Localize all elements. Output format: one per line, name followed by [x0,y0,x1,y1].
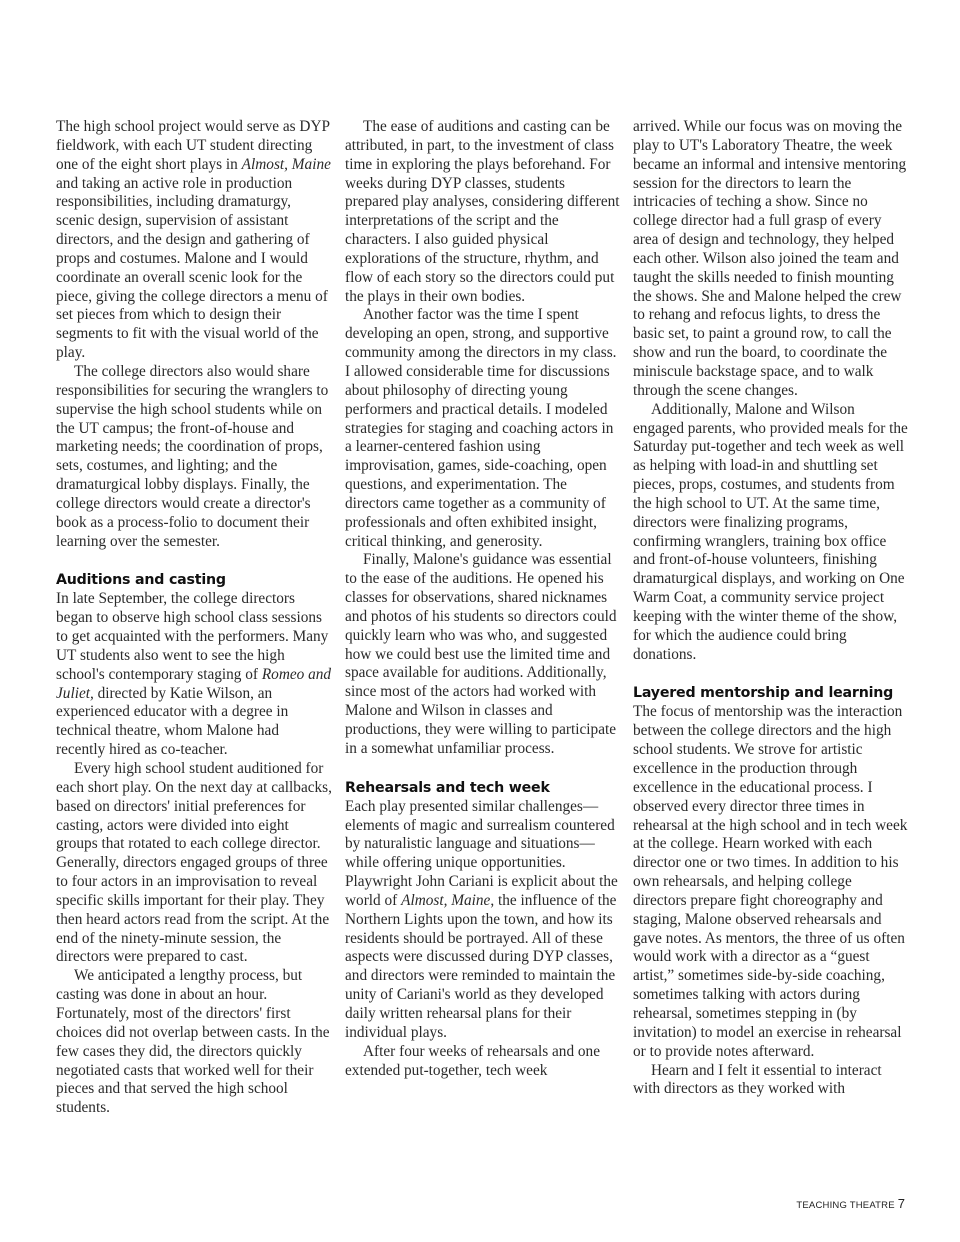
paragraph: We anticipated a lengthy process, but casting was done in about an hour. Fortunately, most of the directors' first choices did not overlap between casts. In the few cases they did, the directors quickly negotiated casts that worked well for their pieces and that served the high school students. [56,967,330,1117]
paragraph: Additionally, Malone and Wilson engaged parents, who provided meals for the Saturday put-together and tech week as well as helping with load-in and shuttling set pieces, props, costumes, and students from the high school to UT. At the same time, directors were finalizing programs, confirming wranglers, training box office and front-of-house volunteers, finishing dramaturgical displays, and working on One Warm Coat, a community service project keeping with the winter theme of the show, for which the audience could bring donations. [633,400,908,663]
section-heading-mentorship: Layered mentorship and learning [633,685,894,702]
paragraph: In late September, the college directors began to observe high school class sessions to get acquainted with the performers. Many UT students also went to see the high school's contemporary staging of Romeo and Juliet, directed by Katie Wilson, an experienced educator with a degree in technical theatre, whom Malone had recently hired as co-teacher. [56,590,332,759]
page-footer [796,1195,905,1213]
column-3 [633,118,908,1099]
paragraph: Hearn and I felt it essential to interact with directors as they worked with [633,1061,882,1098]
paragraph: Finally, Malone's guidance was essential to the ease of the auditions. He opened his classes for observations, shared nicknames and photos of his students so directors could quickly learn who was who, and suggested how we could best use the limited time and space available for auditions. Additionally, since most of the actors had worked with Malone and Wilson in classes and productions, they were willing to participate in a somewhat unfamiliar process. [345,551,617,757]
paragraph: Every high school student auditioned for each short play. On the next day at callbacks, based on directors' initial preferences for casting, actors were divided into eight groups that rotated to each college director. Generally, directors engaged groups of three to four actors in an improvisation to reveal specific skills important for their play. They then heard actors read from the script. At the end of the ninety-minute session, the directors were prepared to cast. [56,760,332,966]
play-title: Romeo and Juliet, [56,665,332,702]
paragraph: After four weeks of rehearsals and one extended put-together, tech week [345,1042,600,1079]
magazine-name: TEACHING THEATRE [796,1200,895,1211]
section-heading-auditions: Auditions and casting [56,572,226,589]
paragraph: The college directors also would share responsibilities for securing the wranglers to supervise the high school students while on the UT campus; the front-of-house and marketing needs; the coordination of props, sets, costumes, and lighting; and the dramaturgical lobby displays. Finally, the college directors would create a director's book as a process-folio to document their learning over the semester. [56,362,329,550]
page-number: 7 [897,1196,905,1211]
play-title: Almost, Maine [401,891,491,909]
play-title: Almost, Maine [241,155,331,173]
column-2 [345,118,620,1080]
section-heading-rehearsals: Rehearsals and tech week [345,779,550,796]
paragraph: The focus of mentorship was the interaction between the college directors and the high school students. We strove for artistic excellence in the production through excellence in the educational process. I observed every director three times in rehearsal at the high school and in tech week at the college. Hearn worked with each director one or two times. In addition to his own rehearsals, and helping college directors prepare fight choreography and staging, Malone observed rehearsals and gave notes. As mentors, the three of us often would work with a director as a “guest artist,” sometimes side-by-side coaching, sometimes talking with actors during rehearsal, sometimes stepping in (by invitation) to model an exercise in rehearsal or to provide notes afterward. [633,703,908,1060]
paragraph: arrived. While our focus was on moving the play to UT's Laboratory Theatre, the week became an informal and intensive mentoring session for the directors to learn the intricacies of teching a show. Since no college director had a full grasp of every area of design and technology, they helped each other. Wilson also joined the team and taught the skills needed to finish mounting the shows. She and Malone helped the crew to rehang and refocus lights, to dress the basic set, to paint a ground row, to call the show and run the board, to coordinate the miniscule backstage space, and to walk through the scene changes. [633,118,907,399]
paragraph: The ease of auditions and casting can be attributed, in part, to the investment of class time in exploring the plays beforehand. For weeks during DYP classes, students prepared play analyses, considering different interpretations of the script and the characters. I also guided physical explorations of the structure, rhythm, and flow of each story so the directors could put the plays in their own bodies. [345,118,620,305]
column-1 [56,118,332,1118]
paragraph: Each play presented similar challenges—elements of magic and surrealism countered by naturalistic language and situations—while offering unique opportunities. Playwright John Cariani is explicit about the world of Almost, Maine, the influence of the Northern Lights upon the town, and how its residents should be portrayed. All of these aspects were discussed during DYP classes, and directors were reminded to maintain the unity of Cariani's world as they developed daily written rehearsal plans for their individual plays. [345,797,618,1041]
paragraph: The high school project would serve as DYP fieldwork, with each UT student directing one of the eight short plays in Almost, Maine and taking an active role in production responsibilities, including dramaturgy, scenic design, supervision of assistant directors, and the design and gathering of props and costumes. Malone and I would coordinate an overall scenic look for the piece, giving the college directors a menu of set pieces from which to design their segments to fit with the visual world of the play. [56,118,331,362]
paragraph: Another factor was the time I spent developing an open, strong, and supportive community among the directors in my class. I allowed considerable time for discussions about philosophy of directing young performers and practical details. I modeled strategies for staging and coaching actors in a learner-centered fashion using improvisation, games, side-coaching, open questions, and experimentation. The directors came together as a community of professionals and often exhibited insight, critical thinking, and generosity. [345,306,617,550]
